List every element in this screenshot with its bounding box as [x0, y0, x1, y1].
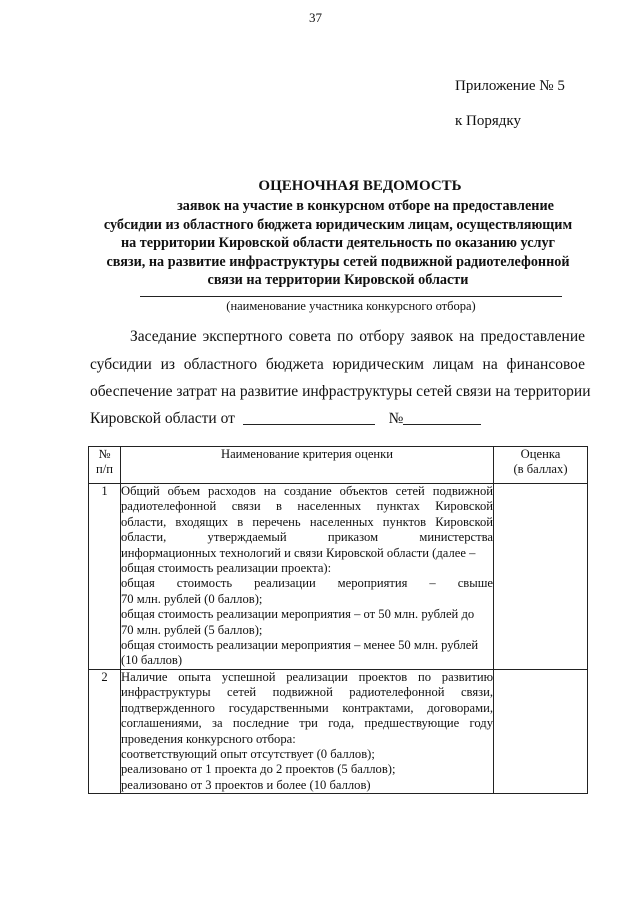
appendix-label: Приложение № 5 — [455, 78, 565, 94]
row-criterion — [121, 484, 494, 670]
criterion-line: проведения конкурсного отбора: — [121, 731, 296, 746]
row-score[interactable] — [494, 669, 588, 793]
number-sign: № — [388, 410, 404, 427]
order-reference: к Порядку — [455, 113, 521, 129]
criterion-line: Общий объем расходов на создание объектов сетей подвижной — [121, 484, 493, 498]
subtitle-line: заявок на участие в конкурсном отборе на предоставление — [177, 198, 554, 214]
row-score[interactable] — [494, 484, 588, 670]
number-blank — [403, 410, 481, 425]
criterion-line: соглашениями, за последние три года, предшествующие году — [121, 716, 493, 731]
criterion-line: общая стоимость реализации мероприятия – свыше — [121, 576, 493, 591]
header-score-line: (в баллах) — [513, 462, 568, 477]
criterion-line: (10 баллов) — [121, 653, 183, 668]
subtitle-line: на территории Кировской области деятельность по оказанию услуг — [120, 235, 555, 252]
criterion-line: общая стоимость реализации проекта): — [121, 561, 332, 576]
table-row — [89, 484, 588, 670]
paragraph-last-line — [90, 410, 585, 428]
criterion-line: общая стоимость реализации мероприятия – менее 50 млн. рублей — [121, 638, 479, 653]
row-number: 1 — [89, 484, 121, 670]
criterion-line: информационных технологий и связи Кировской области (далее – — [121, 545, 476, 560]
criterion-line: области, входящих в перечень населенных пунктов Кировской — [121, 514, 493, 529]
header-number-line: № — [98, 447, 111, 461]
criterion-line: 70 млн. рублей (0 баллов); — [121, 591, 263, 606]
table-header-row — [89, 447, 588, 484]
criterion-line: 70 млн. рублей (5 баллов); — [121, 622, 263, 637]
paragraph-line: субсидии из областного бюджета юридическим лицам на финансовое — [90, 356, 585, 373]
row-criterion — [121, 669, 494, 793]
meeting-paragraph — [90, 324, 591, 434]
header-score — [494, 447, 588, 484]
date-blank — [243, 410, 375, 425]
paragraph-line-prefix: Кировской области от — [90, 410, 235, 427]
row-number: 2 — [89, 669, 121, 793]
criterion-line: общая стоимость реализации мероприятия – от 50 млн. рублей до — [121, 607, 475, 622]
criteria-table — [88, 446, 588, 794]
document-title: ОЦЕНОЧНАЯ ВЕДОМОСТЬ — [258, 178, 462, 194]
header-number — [89, 447, 121, 484]
criterion-line: подтвержденного государственными контрактами, договорами, — [121, 700, 493, 715]
criterion-line: области, утверждаемый приказом министерства — [121, 530, 493, 545]
paragraph-line: обеспечение затрат на развитие инфраструктуры сетей связи на территории — [90, 383, 591, 400]
participant-name-line — [140, 296, 562, 297]
subtitle-line: субсидии из областного бюджета юридическим лицам, осуществляющим — [103, 216, 573, 233]
subtitle-line: связи, на развитие инфраструктуры сетей подвижной радиотелефонной — [106, 253, 570, 270]
paragraph-line: Заседание экспертного совета по отбору заявок на предоставление — [130, 328, 585, 345]
table-row — [89, 669, 588, 793]
criterion-line: Наличие опыта успешной реализации проектов по развитию — [121, 669, 493, 684]
criterion-line: реализовано от 1 проекта до 2 проектов (5 баллов); — [121, 762, 396, 777]
header-criterion: Наименование критерия оценки — [121, 447, 494, 484]
criterion-line: инфраструктуры сетей подвижной радиотелефонной связи, — [121, 685, 493, 700]
header-number-line: п/п — [96, 462, 113, 477]
subtitle-line: связи на территории Кировской области — [207, 272, 469, 289]
document-subtitle — [88, 197, 588, 290]
page-number: 37 — [309, 10, 322, 25]
header-score-line: Оценка — [520, 447, 561, 461]
criterion-line: реализовано от 3 проектов и более (10 баллов) — [121, 777, 371, 792]
criterion-line: соответствующий опыт отсутствует (0 баллов); — [121, 746, 375, 761]
criterion-line: радиотелефонной связи в населенных пунктах Кировской — [121, 499, 493, 514]
participant-caption: (наименование участника конкурсного отбора) — [226, 299, 476, 313]
